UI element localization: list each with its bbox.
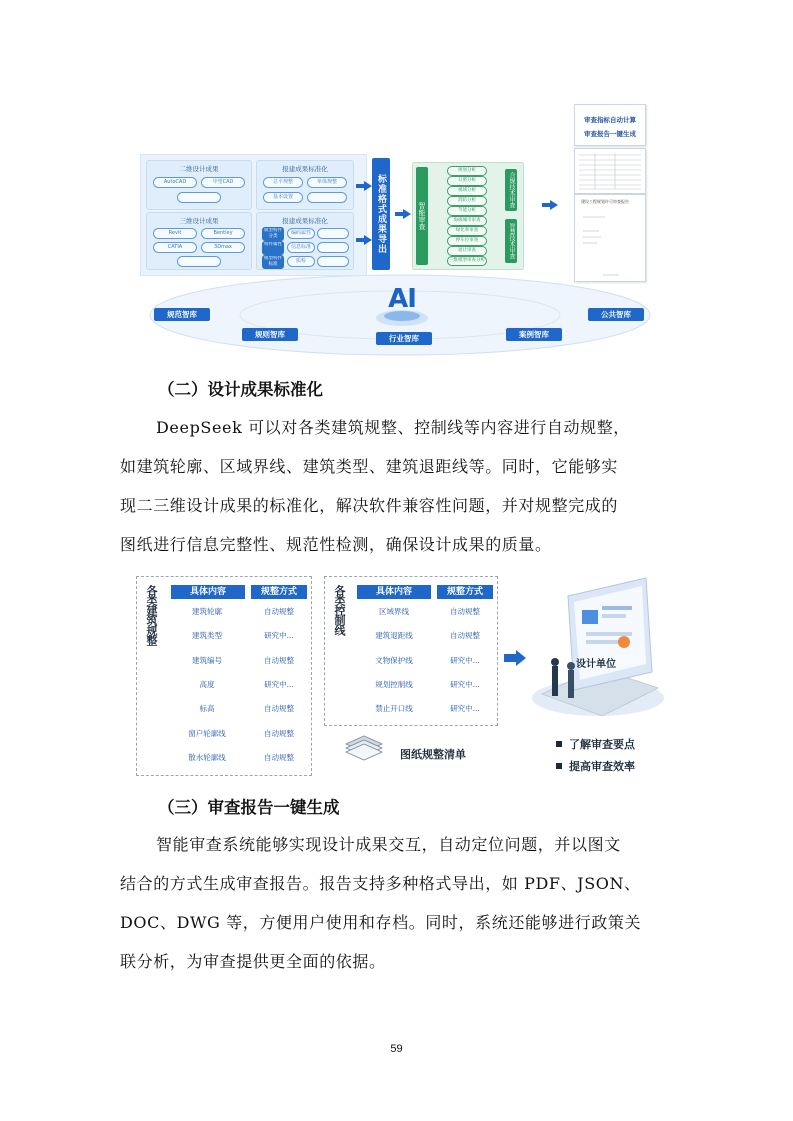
review-item: 绿化率审查 — [447, 226, 487, 236]
building-table-title: 各类建筑规整 — [145, 585, 158, 645]
table-cell: 禁止开口线 — [375, 704, 413, 713]
standardization-group-2 — [256, 212, 354, 270]
section-heading: （三）审查报告一键生成 — [158, 798, 340, 817]
standardization-group-1 — [256, 160, 354, 210]
table-cell: 文物保护线 — [375, 656, 413, 665]
review-item: 海绵城市审查 — [447, 216, 487, 226]
table-cell: 自动规整 — [264, 607, 294, 616]
table-cell: 自动规整 — [450, 631, 480, 640]
report-document-thumbnail — [574, 194, 646, 282]
arrow-right-icon — [550, 200, 558, 210]
arrow-right-icon — [403, 209, 411, 219]
table-cell: 建筑轮廓 — [192, 607, 222, 616]
software-pill: Bentley — [201, 228, 245, 239]
standardization-pill: 基本设置 — [263, 192, 303, 203]
review-item: 节能分析 — [447, 206, 487, 216]
section2-paragraph — [120, 408, 675, 564]
column-header: 具体内容 — [357, 585, 431, 599]
ai-emblem — [372, 280, 432, 328]
case-library-label: 案例智库 — [506, 328, 562, 341]
design-unit-label: 设计单位 — [576, 659, 616, 670]
bullet-item: 了解审查要点 — [556, 736, 635, 752]
smart-review-panel — [412, 162, 524, 270]
review-item: 退让审查 — [447, 246, 487, 256]
group-2d-title: 二维设计成果 — [179, 165, 219, 173]
output-summary-card — [574, 104, 646, 146]
review-item: 视域分析 — [447, 186, 487, 196]
review-workflow-figure — [140, 100, 660, 362]
table-cell: 窗户轮廓线 — [188, 729, 226, 738]
standardization-pill: 总平规整 — [263, 177, 303, 188]
table-cell: 研究中... — [450, 656, 480, 665]
review-item: 停车位审查 — [447, 236, 487, 246]
table-cell: 自动规整 — [450, 607, 480, 616]
table-cell: 研究中... — [264, 631, 294, 640]
table-cell: 建筑退距线 — [375, 631, 413, 640]
group-2d — [146, 160, 252, 210]
standard-export-bar: 标准格式成果导出 — [372, 158, 390, 270]
control-table-title: 各类控制线 — [333, 585, 346, 635]
arrow-right-icon — [364, 235, 372, 245]
paragraph-line: 联分析，为审查提供更全面的依据。 — [120, 952, 386, 971]
standardization-pill: 质检 — [287, 256, 315, 267]
standardization-pill: 信息标准 — [287, 242, 315, 253]
rules-library-label: 规则智库 — [242, 328, 298, 341]
column-header: 规整方式 — [437, 585, 493, 599]
standardization-pill — [317, 256, 349, 267]
group-3d-title: 三维设计成果 — [179, 217, 219, 225]
arrow-right-icon — [516, 650, 526, 666]
software-pill: Revit — [153, 228, 197, 239]
standardization-figure — [136, 576, 666, 776]
smart-tech-review-bar: 智慧技术审查 — [505, 219, 517, 263]
standardization-pill — [307, 192, 347, 203]
software-pill: 3Dmax — [201, 242, 245, 253]
table-cell: 散水轮廓线 — [188, 753, 226, 762]
ai-label: AI — [388, 284, 416, 314]
industry-library-label: 行业智库 — [376, 332, 432, 345]
software-pill: 中望CAD — [201, 177, 245, 188]
group-3d — [146, 212, 252, 270]
standardization-pill: 单体规整 — [307, 177, 347, 188]
standardization-pill — [317, 242, 349, 253]
review-item: 日照分析 — [447, 176, 487, 186]
software-pill: CATIA — [153, 242, 197, 253]
blueprint-list-label: 图纸规整清单 — [400, 748, 466, 761]
section-heading: （二）设计成果标准化 — [158, 380, 323, 399]
building-table — [136, 576, 312, 776]
standardization-pill: 模型构件分类 — [264, 228, 282, 239]
paragraph-line: 如建筑轮廓、区域界线、建筑类型、建筑退距线等。同时，它能够实 — [120, 457, 619, 476]
review-item: 消防分析 — [447, 196, 487, 206]
report-title: 建设工程规划许可审查报告 — [581, 199, 629, 204]
smart-review-bar: 智能审查 — [416, 167, 428, 265]
arrow-right-icon — [364, 181, 372, 191]
review-item: 三维模型审查分析 — [447, 256, 487, 266]
paragraph-line: 图纸进行信息完整性、规范性检测，确保设计成果的质量。 — [120, 535, 552, 554]
auto-calc-label: 审查指标自动计算 — [584, 116, 636, 124]
table-cell: 规划控制线 — [375, 680, 413, 689]
table-cell: 区域界线 — [379, 607, 409, 616]
section3-paragraph — [120, 825, 675, 981]
standardization-pill: 编码属性 — [287, 228, 315, 239]
norms-library-label: 规范智库 — [154, 308, 210, 321]
table-cell: 研究中... — [264, 680, 294, 689]
software-pill — [177, 256, 221, 267]
table-cell: 高度 — [199, 680, 215, 689]
table-cell: 建筑编号 — [192, 656, 222, 665]
standardization-pill — [317, 228, 349, 239]
table-cell: 自动规整 — [264, 753, 294, 762]
page-number: 59 — [390, 1043, 403, 1055]
one-click-report-label: 审查报告一键生成 — [584, 130, 636, 138]
control-lines-table — [324, 576, 498, 726]
paragraph-line: 结合的方式生成审查报告。报告支持多种格式导出，如 PDF、JSON、 — [120, 874, 641, 893]
design-unit-illustration — [528, 576, 666, 726]
table-cell: 标高 — [199, 704, 215, 713]
blueprint-stack-icon — [342, 730, 386, 762]
software-pill: AutoCAD — [153, 177, 197, 188]
standardization-pill: 构件属性 — [262, 241, 284, 255]
compliance-review-bar: 合规技术审查 — [505, 169, 517, 211]
software-pill — [177, 192, 221, 203]
table-cell: 研究中... — [450, 704, 480, 713]
standardization-title: 报建成果标准化 — [282, 217, 328, 225]
table-cell: 建筑类型 — [192, 631, 222, 640]
table-cell: 研究中... — [450, 680, 480, 689]
table-cell: 自动规整 — [264, 656, 294, 665]
table-cell: 自动规整 — [264, 729, 294, 738]
paragraph-line: DOC、DWG 等，方便用户使用和存档。同时，系统还能够进行政策关 — [120, 913, 642, 932]
paragraph-line: 智能审查系统能够实现设计成果交互，自动定位问题，并以图文 — [156, 835, 621, 854]
table-cell: 自动规整 — [264, 704, 294, 713]
paragraph-line: DeepSeek 可以对各类建筑规整、控制线等内容进行自动规整， — [156, 418, 630, 437]
report-lines-icon — [575, 195, 645, 281]
standardization-pill: 模型构件标准 — [264, 256, 282, 267]
paragraph-line: 现二三维设计成果的标准化，解决软件兼容性问题，并对规整完成的 — [120, 496, 619, 515]
bullet-item: 提高审查效率 — [556, 758, 635, 774]
column-header: 规整方式 — [251, 585, 307, 599]
table-thumbnail-icon — [575, 149, 645, 193]
report-table-thumbnail — [574, 148, 646, 194]
public-library-label: 公共智库 — [588, 308, 644, 321]
column-header: 具体内容 — [171, 585, 245, 599]
review-item: 规划分析 — [447, 166, 487, 176]
standardization-title: 报建成果标准化 — [282, 165, 328, 173]
